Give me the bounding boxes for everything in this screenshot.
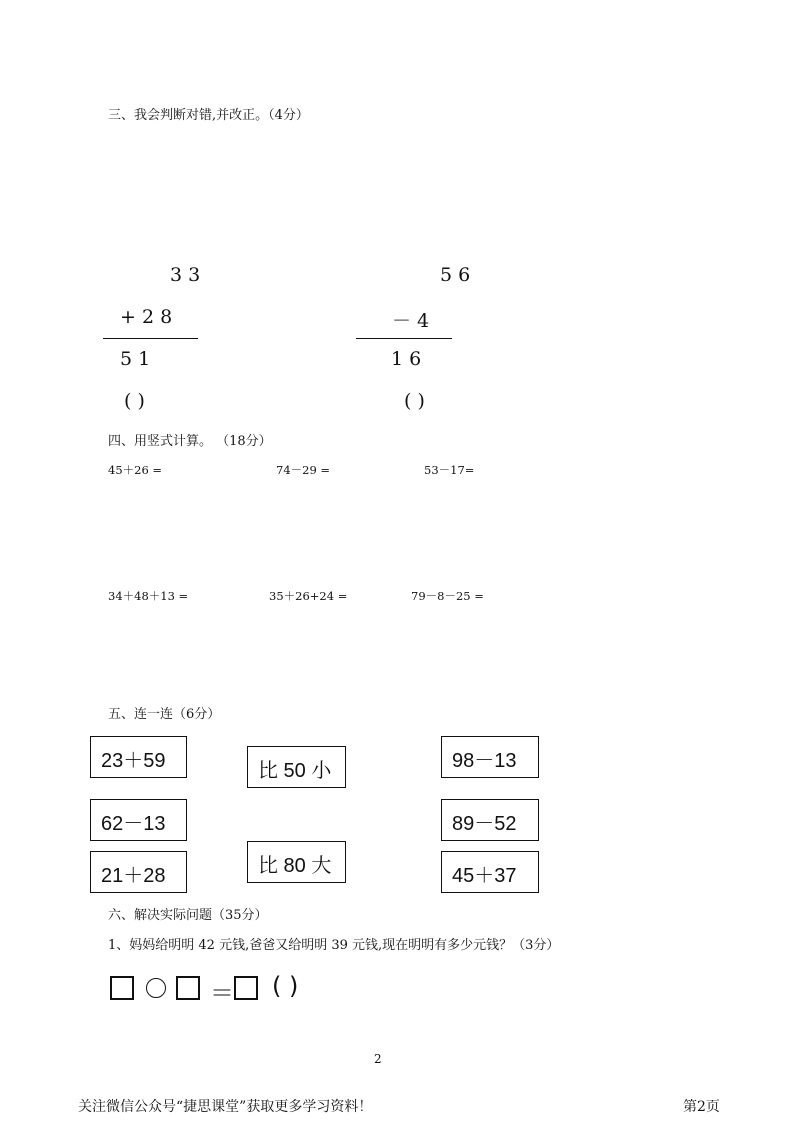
match-box-label: 45＋37 — [452, 865, 517, 887]
operator-circle[interactable] — [146, 978, 166, 998]
problem-4: 34＋48＋13 = — [108, 589, 189, 603]
left-row2: + 2 8 — [120, 306, 173, 328]
left-sum-line — [103, 338, 198, 339]
problem-2: 74－29 = — [276, 463, 331, 477]
problem-5: 35＋26+24 = — [269, 589, 348, 603]
footer-page-label: 第2页 — [683, 1099, 720, 1115]
section5-title: 五、连一连（6分） — [108, 707, 221, 722]
problem-3: 53－17= — [424, 463, 475, 477]
match-box-left-1[interactable] — [90, 736, 187, 778]
match-box-label: 比 50 小 — [258, 760, 332, 782]
match-box-left-3[interactable] — [90, 851, 187, 893]
match-box-label: 比 80 大 — [258, 855, 332, 877]
problem-6: 79－8－25 = — [411, 589, 484, 603]
right-row2: － 4 — [392, 310, 430, 332]
match-box-label: 21＋28 — [101, 865, 166, 887]
equals-sign: ＝ — [210, 979, 234, 1007]
left-row3: 5 1 — [120, 348, 151, 370]
section6-title: 六、解决实际问题（35分） — [108, 908, 268, 923]
match-box-label: 62－13 — [101, 813, 166, 835]
answer-square-3[interactable] — [234, 976, 258, 1000]
right-answer-paren: ( ) — [404, 390, 425, 412]
right-row1: 5 6 — [440, 264, 471, 286]
match-box-label: 98－13 — [452, 750, 517, 772]
section3-title: 三、我会判断对错,并改正。（4分） — [108, 108, 309, 123]
match-box-right-1[interactable] — [441, 736, 539, 778]
match-box-middle-2[interactable] — [247, 841, 346, 883]
match-box-left-2[interactable] — [90, 799, 187, 841]
match-box-middle-1[interactable] — [247, 746, 346, 788]
question-1: 1、妈妈给明明 42 元钱,爸爸又给明明 39 元钱,现在明明有多少元钱？（3分） — [108, 938, 560, 953]
match-box-right-2[interactable] — [441, 799, 539, 841]
right-row3: 1 6 — [391, 348, 422, 370]
unit-paren: ( ) — [272, 972, 299, 1000]
left-row1: 3 3 — [170, 264, 201, 286]
problem-1: 45＋26 = — [108, 463, 163, 477]
match-box-right-3[interactable] — [441, 851, 539, 893]
page-number: 2 — [374, 1052, 382, 1066]
answer-square-1[interactable] — [110, 976, 134, 1000]
footer-note: 关注微信公众号“捷思课堂”获取更多学习资料！ — [78, 1099, 373, 1115]
match-box-label: 89－52 — [452, 813, 517, 835]
left-answer-paren: ( ) — [124, 390, 145, 412]
right-sum-line — [356, 338, 452, 339]
section4-title: 四、用竖式计算。 （18分） — [108, 434, 272, 449]
match-box-label: 23＋59 — [101, 750, 166, 772]
answer-square-2[interactable] — [176, 976, 200, 1000]
